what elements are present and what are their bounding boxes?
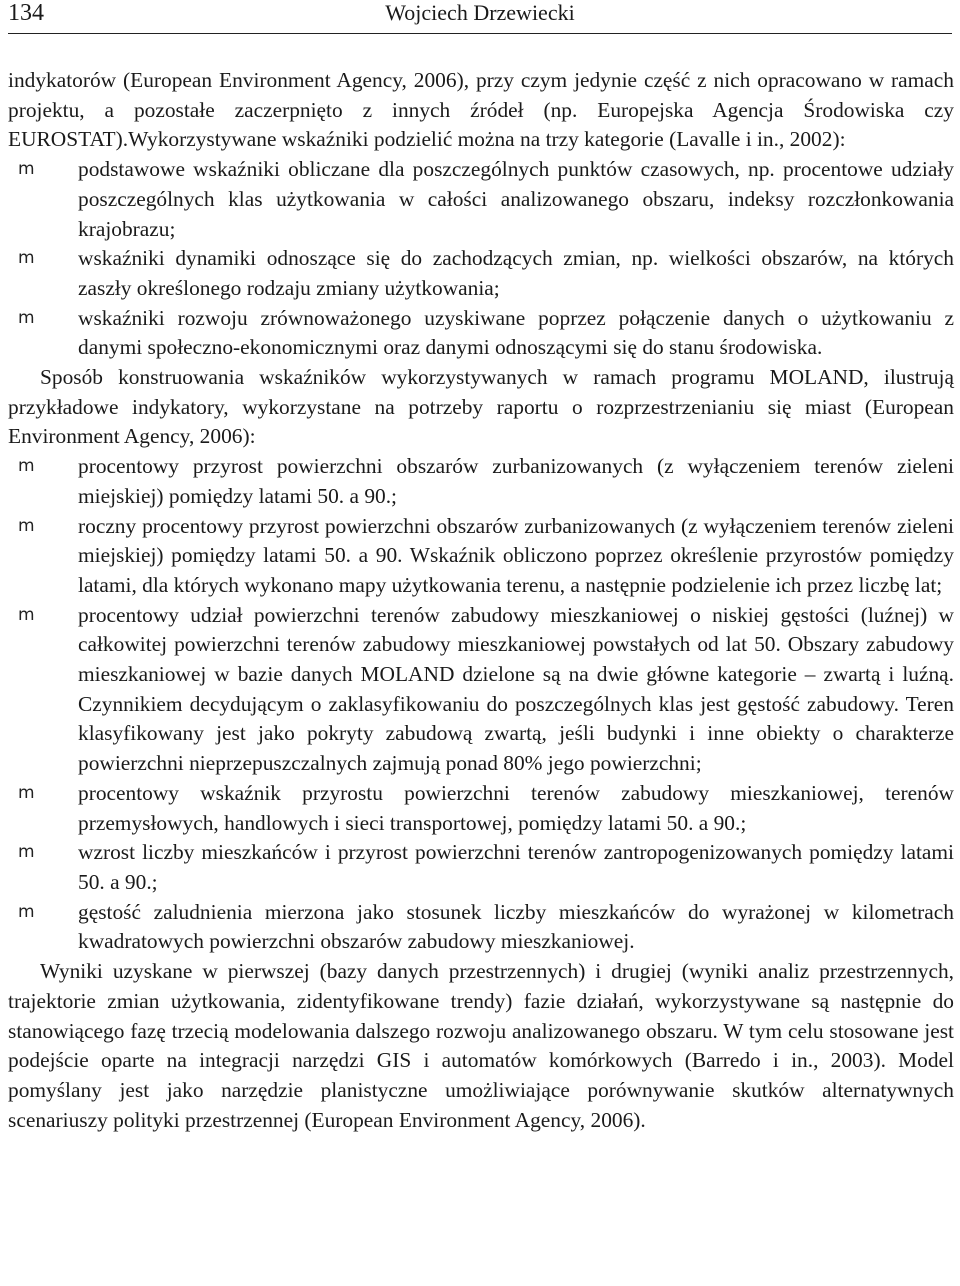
running-head: Wojciech Drzewiecki [385,0,575,25]
list-item [8,244,954,303]
paragraph: Wyniki uzyskane w pierwszej (bazy danych przestrzennych) i drugiej (wyniki analiz przestrzennych, trajektorie zmian użytkowania, zidentyfikowane trendy) fazie działań, wykorzystywane są następnie do stanowiącego fazę trzecią modelowania dalszego rozwoju analizowanego obszaru. W tym celu stosowane jest podejście oparte na integracji narzędzi GIS i automatów komórkowych (Barredo i in., 2003). Model pomyślany jest jako narzędzie planistyczne umożliwiające porównywanie skutków alternatywnych scenariuszy polityki przestrzennej (European Environment Agency, 2006). [8,959,954,1132]
bullet-icon: m [18,515,35,536]
paragraph: Sposób konstruowania wskaźników wykorzystywanych w ramach programu MOLAND, ilustrują przykładowe indykatory, wykorzystane na potrzeby raportu o rozprzestrzenianiu się miast (European Environment Agency, 2006): [8,365,954,449]
bullet-icon: m [18,248,35,269]
list-item [8,304,954,363]
list-item-text: podstawowe wskaźniki obliczane dla poszczególnych punktów czasowych, np. procentowe udziały poszczególnych klas użytkowania w całości analizowanego obszaru, indeksy rozczłonkowania krajobrazu; [78,157,954,241]
list-item [8,512,954,601]
bullet-list [8,155,954,363]
bullet-icon: m [18,307,35,328]
bullet-icon: m [18,159,35,180]
list-item-text: procentowy przyrost powierzchni obszarów zurbanizowanych (z wyłączeniem terenów zieleni miejskiej) pomiędzy latami 50. a 90.; [78,454,954,508]
page-number: 134 [8,0,44,26]
list-item-text: roczny procentowy przyrost powierzchni obszarów zurbanizowanych (z wyłączeniem terenów zieleni miejskiej) pomiędzy latami 50. a 90. Wskaźnik obliczono poprzez określenie przyrostów pomiędzy latami, dla których wykonano mapy użytkowania terenu, a następnie podzielenie ich przez liczbę lat; [78,513,954,597]
body-text [8,66,954,1135]
list-item-text: wskaźniki rozwoju zrównoważonego uzyskiwane poprzez połączenie danych o użytkowaniu z danymi społeczno-ekonomicznymi oraz danymi odnoszącymi się do stanu środowiska. [78,305,954,360]
list-item-text: procentowy wskaźnik przyrostu powierzchni terenów zabudowy mieszkaniowej, terenów przemysłowych, handlowych i sieci transportowej, pomiędzy latami 50. a 90.; [78,780,954,835]
bullet-list [8,452,954,957]
list-item [8,838,954,897]
list-item-text: wzrost liczby mieszkańców i przyrost powierzchni terenów zantropogenizowanych pomiędzy latami 50. a 90.; [78,840,954,894]
list-item-text: procentowy udział powierzchni terenów zabudowy mieszkaniowej o niskiej gęstości (luźnej) w całkowitej powierzchni terenów zabudowy mieszkaniowej powstałych od lat 50. Obszary zabudowy mieszkaniowej w bazie danych MOLAND dzielone są na dwie główne kategorie – zwartą i luźną. Czynnikiem decydującym o zaklasyfikowaniu do poszczególnych klas jest gęstość zabudowy. Teren klasyfikowany jest jako pokryty zabudową zwartą, jeśli budynki i inne obiekty o charakterze powierzchni nieprzepuszczalnych zajmują ponad 80% jego powierzchni; [78,602,954,776]
list-item [8,155,954,244]
header-rule [8,33,952,34]
list-item [8,452,954,511]
bullet-icon: m [18,842,35,863]
paragraph: indykatorów (European Environment Agency, 2006), przy czym jedynie część z nich opracowano w ramach projektu, a pozostałe zaczerpnięto z innych źródeł (np. Europejska Agencja Środowiska czy EUROSTAT).Wykorzystywane wskaźniki podzielić można na trzy kategorie (Lavalle i in., 2002): [8,68,954,152]
bullet-icon: m [18,604,35,625]
list-item-text: gęstość zaludnienia mierzona jako stosunek liczby mieszkańców do wyrażonej w kilometrach kwadratowych powierzchni obszarów zabudowy mieszkaniowej. [78,899,954,954]
bullet-icon: m [18,901,35,922]
list-item-text: wskaźniki dynamiki odnoszące się do zachodzących zmian, np. wielkości obszarów, na których zaszły określonego rodzaju zmiany użytkowania; [78,246,954,300]
list-item [8,601,954,779]
list-item [8,779,954,838]
bullet-icon: m [18,782,35,803]
page-header [8,0,952,30]
list-item [8,898,954,957]
bullet-icon: m [18,456,35,477]
